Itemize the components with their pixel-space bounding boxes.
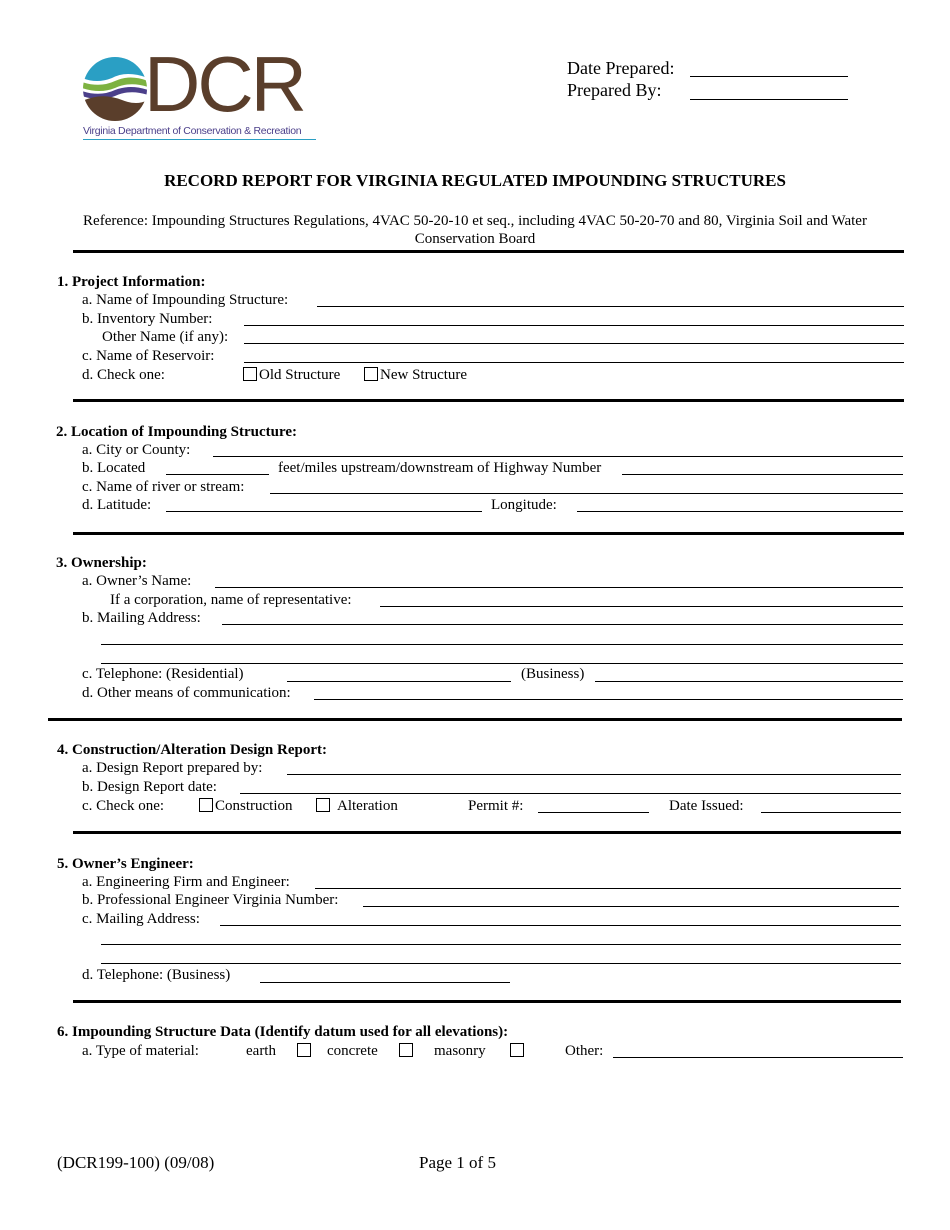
inventory-number-label: b. Inventory Number:: [82, 311, 213, 327]
masonry-checkbox[interactable]: [510, 1043, 524, 1057]
longitude-field[interactable]: [577, 511, 903, 512]
representative-field[interactable]: [380, 606, 903, 607]
alteration-label: Alteration: [337, 798, 398, 814]
residential-telephone-field[interactable]: [287, 681, 511, 682]
earth-label: earth: [246, 1043, 276, 1059]
prepared-by-field[interactable]: [690, 99, 848, 100]
latitude-field[interactable]: [166, 511, 482, 512]
structure-name-label: a. Name of Impounding Structure:: [82, 292, 289, 308]
design-report-date-label: b. Design Report date:: [82, 779, 217, 795]
other-material-label: Other:: [565, 1043, 604, 1059]
inventory-number-field[interactable]: [244, 325, 904, 326]
page-title: RECORD REPORT FOR VIRGINIA REGULATED IMPOUNDING STRUCTURES: [164, 171, 786, 190]
other-material-field[interactable]: [613, 1057, 903, 1058]
page-number: Page 1 of 5: [419, 1153, 496, 1172]
section-1-heading: 1. Project Information:: [57, 274, 206, 290]
other-name-field[interactable]: [244, 343, 904, 344]
design-report-date-field[interactable]: [240, 793, 901, 794]
divider: [73, 532, 904, 535]
date-prepared-field[interactable]: [690, 76, 848, 77]
structure-name-field[interactable]: [317, 306, 904, 307]
engineering-firm-field[interactable]: [315, 888, 901, 889]
reservoir-name-label: c. Name of Reservoir:: [82, 348, 215, 364]
divider: [73, 250, 904, 253]
section-4-heading: 4. Construction/Alteration Design Report:: [57, 742, 327, 758]
city-county-label: a. City or County:: [82, 442, 191, 458]
pe-number-field[interactable]: [363, 906, 899, 907]
owner-mailing-address-field-2[interactable]: [101, 644, 903, 645]
concrete-label: concrete: [327, 1043, 378, 1059]
date-issued-field[interactable]: [761, 812, 901, 813]
engineer-mailing-address-field-3[interactable]: [101, 963, 901, 964]
residential-telephone-label: c. Telephone: (Residential): [82, 666, 244, 682]
section-6-heading: 6. Impounding Structure Data (Identify datum used for all elevations):: [57, 1024, 509, 1040]
material-type-label: a. Type of material:: [82, 1043, 199, 1059]
divider: [48, 718, 902, 721]
new-structure-checkbox[interactable]: [364, 367, 378, 381]
check-one-label: d. Check one:: [82, 367, 165, 383]
engineer-mailing-address-field-2[interactable]: [101, 944, 901, 945]
divider: [73, 1000, 901, 1003]
longitude-label: Longitude:: [491, 497, 557, 513]
reservoir-name-field[interactable]: [244, 362, 904, 363]
concrete-checkbox[interactable]: [399, 1043, 413, 1057]
engineer-mailing-address-label: c. Mailing Address:: [82, 911, 200, 927]
other-communication-field[interactable]: [314, 699, 903, 700]
river-stream-field[interactable]: [270, 493, 903, 494]
owner-mailing-address-label: b. Mailing Address:: [82, 610, 201, 626]
located-label: b. Located: [82, 460, 146, 476]
prepared-by-label: Prepared By:: [567, 80, 662, 100]
section-3-heading: 3. Ownership:: [56, 555, 147, 571]
date-prepared-label: Date Prepared:: [567, 58, 675, 78]
owner-mailing-address-field[interactable]: [222, 624, 903, 625]
construction-checkbox[interactable]: [199, 798, 213, 812]
latitude-label: d. Latitude:: [82, 497, 152, 513]
new-structure-label: New Structure: [380, 367, 468, 383]
check-one-label: c. Check one:: [82, 798, 165, 814]
logo-subtitle: Virginia Department of Conservation & Recreation: [83, 125, 302, 137]
section-2-heading: 2. Location of Impounding Structure:: [56, 424, 297, 440]
form-number: (DCR199-100) (09/08): [57, 1153, 215, 1172]
design-report-preparer-field[interactable]: [287, 774, 901, 775]
date-issued-label: Date Issued:: [669, 798, 744, 814]
owner-name-field[interactable]: [215, 587, 903, 588]
design-report-preparer-label: a. Design Report prepared by:: [82, 760, 263, 776]
divider: [73, 831, 901, 834]
alteration-checkbox[interactable]: [316, 798, 330, 812]
other-name-label: Other Name (if any):: [102, 329, 229, 345]
representative-label: If a corporation, name of representative:: [110, 592, 352, 608]
engineering-firm-label: a. Engineering Firm and Engineer:: [82, 874, 290, 890]
engineer-mailing-address-field[interactable]: [220, 925, 901, 926]
located-distance-field[interactable]: [166, 474, 269, 475]
river-stream-label: c. Name of river or stream:: [82, 479, 245, 495]
logo-underline: [83, 139, 316, 140]
engineer-telephone-field[interactable]: [260, 982, 510, 983]
city-county-field[interactable]: [213, 456, 903, 457]
masonry-label: masonry: [434, 1043, 486, 1059]
highway-number-field[interactable]: [622, 474, 903, 475]
dcr-logo: [80, 40, 320, 144]
engineer-telephone-label: d. Telephone: (Business): [82, 967, 231, 983]
reference-line-2: Conservation Board: [414, 231, 536, 247]
permit-number-field[interactable]: [538, 812, 649, 813]
located-description: feet/miles upstream/downstream of Highway Number: [278, 460, 602, 476]
other-communication-label: d. Other means of communication:: [82, 685, 291, 701]
owner-name-label: a. Owner’s Name:: [82, 573, 192, 589]
business-telephone-field[interactable]: [595, 681, 903, 682]
old-structure-checkbox[interactable]: [243, 367, 257, 381]
earth-checkbox[interactable]: [297, 1043, 311, 1057]
construction-label: Construction: [215, 798, 293, 814]
business-telephone-label: (Business): [521, 666, 585, 682]
dcr-wave-emblem-icon: [82, 56, 148, 122]
permit-number-label: Permit #:: [468, 798, 524, 814]
pe-number-label: b. Professional Engineer Virginia Number:: [82, 892, 339, 908]
section-5-heading: 5. Owner’s Engineer:: [57, 856, 194, 872]
divider: [73, 399, 904, 402]
old-structure-label: Old Structure: [259, 367, 341, 383]
reference-line-1: Reference: Impounding Structures Regulations, 4VAC 50-20-10 et seq., including 4VAC 50-20-70 and 80, Virginia Soil and Water: [83, 213, 867, 229]
logo-letters: DCR: [144, 40, 304, 128]
owner-mailing-address-field-3[interactable]: [101, 663, 903, 664]
